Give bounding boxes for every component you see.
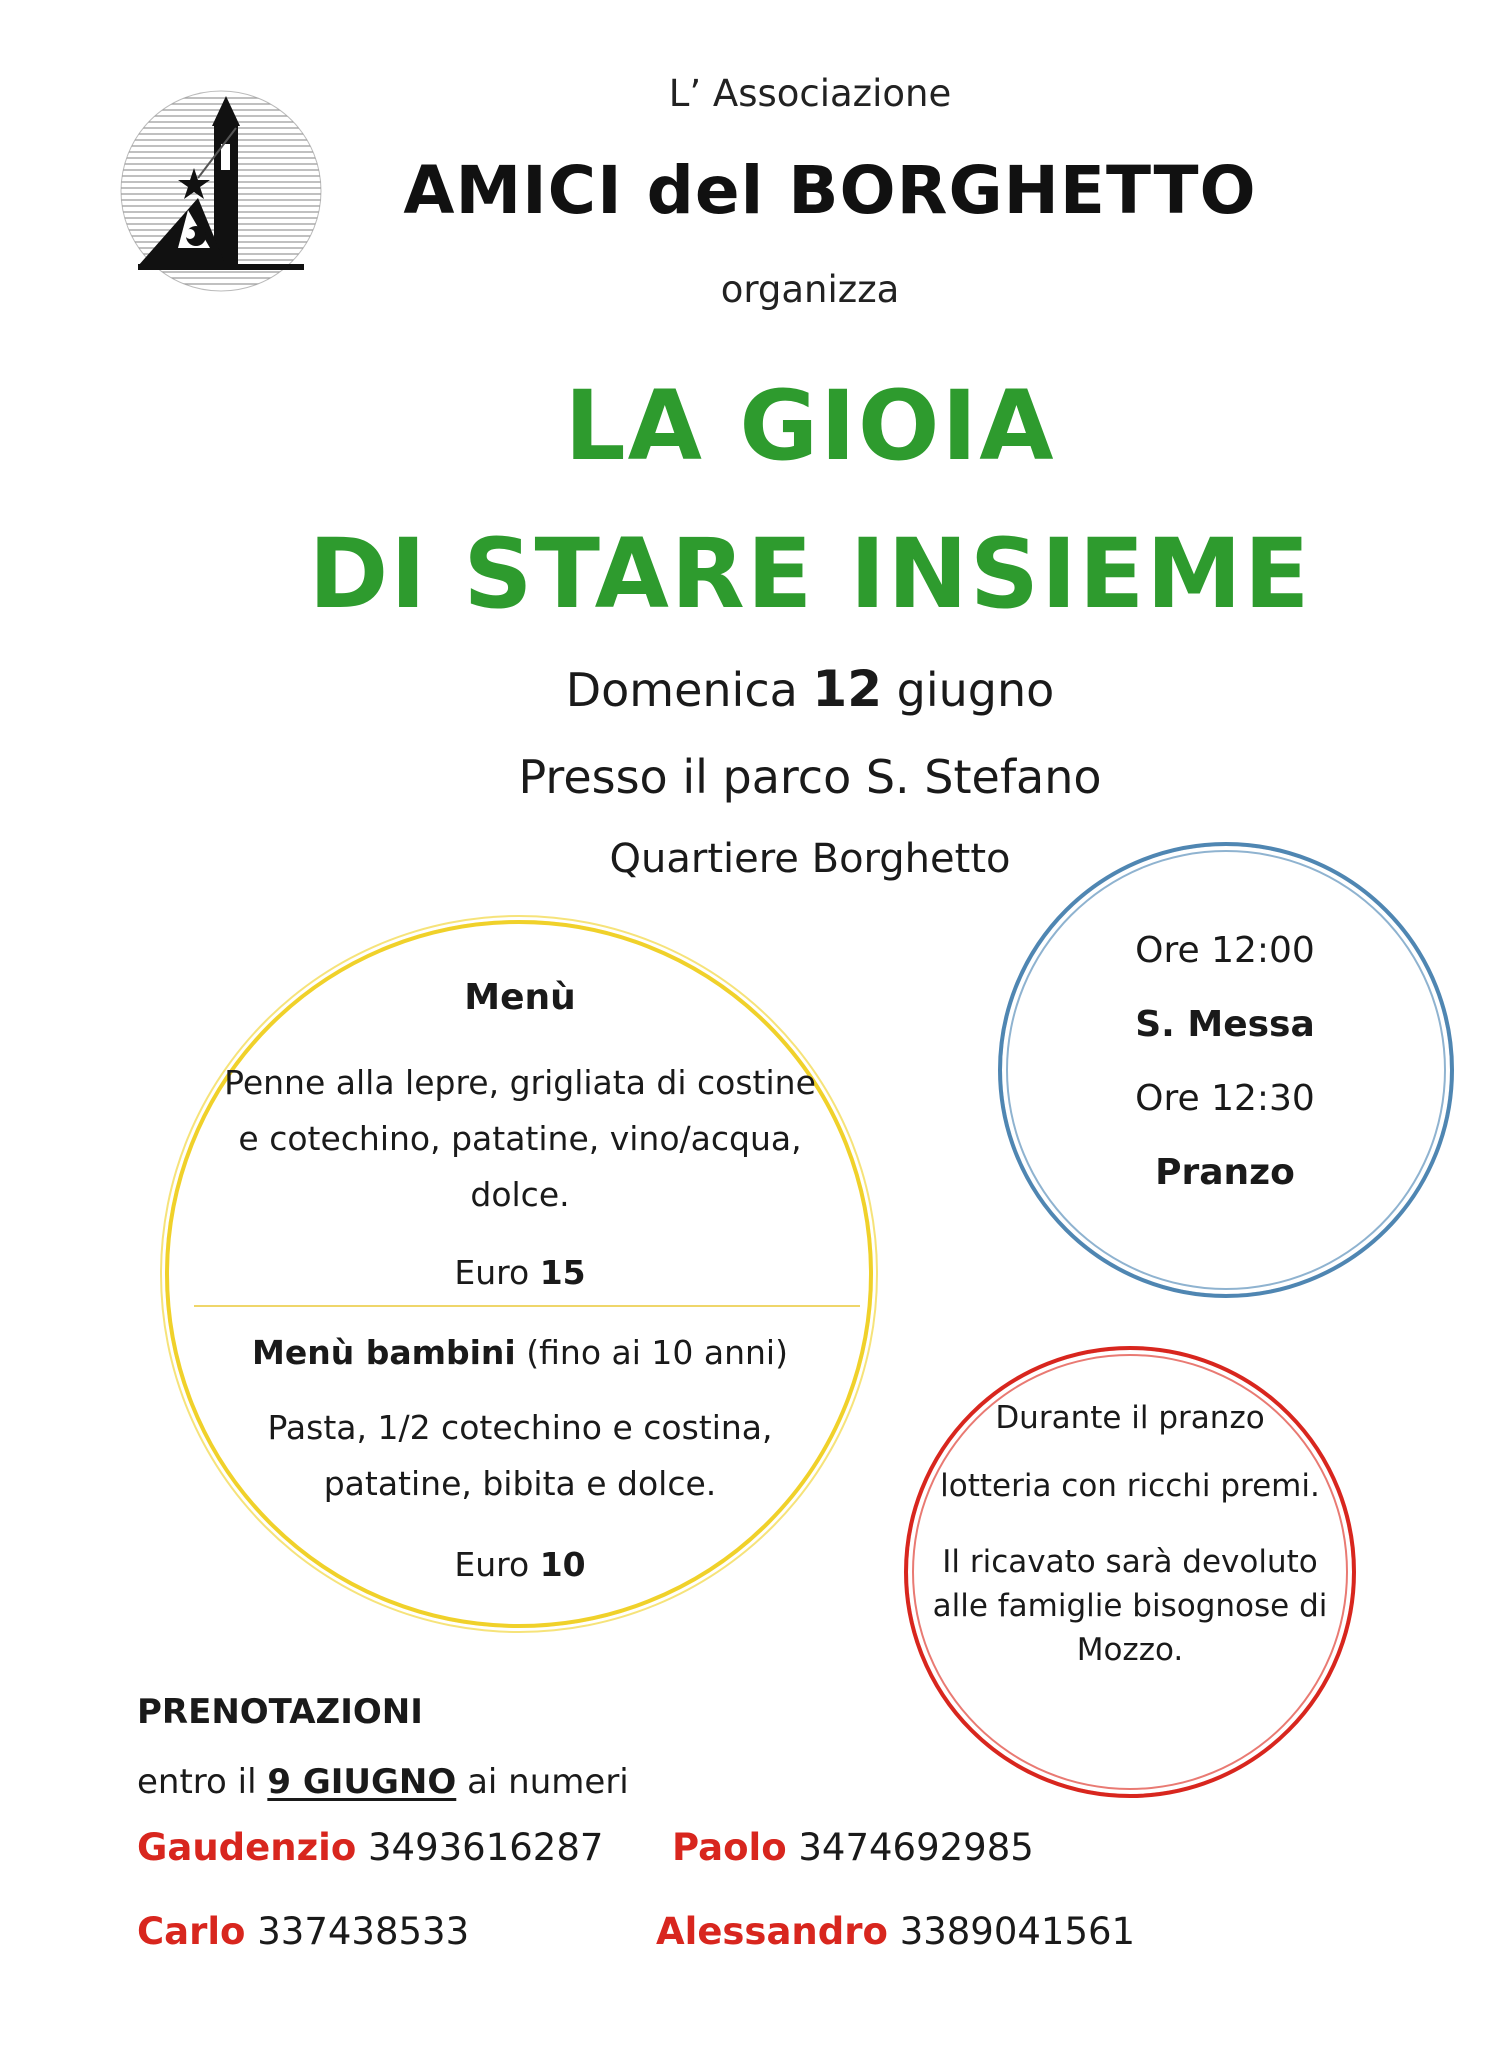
association-logo	[118, 88, 324, 294]
lottery-line3: Il ricavato sarà devoluto alle famiglie bisognose di Mozzo.	[932, 1544, 1328, 1668]
menu-price	[320, 1245, 720, 1301]
contact-gaudenzio	[137, 1826, 603, 1869]
reservations-deadline	[137, 1762, 629, 1802]
event-place: Presso il parco S. Stefano	[518, 750, 1102, 804]
lottery-line2: lotteria con ricchi premi.	[940, 1468, 1320, 1504]
kids-menu-description: Pasta, 1/2 cotechino e costina, patatine, bibita e dolce.	[267, 1408, 773, 1503]
menu-title: Menù	[464, 977, 576, 1018]
contact-paolo	[672, 1826, 1034, 1869]
contact-carlo	[137, 1910, 469, 1953]
mass-label: S. Messa	[1135, 1004, 1315, 1045]
contact-phone: 3493616287	[368, 1826, 604, 1869]
contact-phone: 3474692985	[798, 1826, 1034, 1869]
organizes-text: organizza	[720, 268, 900, 311]
kids-menu-title	[200, 1325, 840, 1381]
contact-name: Gaudenzio	[137, 1826, 357, 1869]
lottery-line1: Durante il pranzo	[995, 1400, 1265, 1436]
event-district: Quartiere Borghetto	[609, 836, 1011, 882]
deadline-prefix: entro il	[137, 1762, 257, 1802]
kids-menu-price	[320, 1537, 720, 1593]
contact-name: Carlo	[137, 1910, 246, 1953]
date-day: 12	[812, 660, 883, 718]
association-name: AMICI del BORGHETTO	[403, 152, 1257, 229]
lunch-label: Pranzo	[1155, 1152, 1295, 1193]
contact-name: Alessandro	[656, 1910, 888, 1953]
contact-phone: 337438533	[257, 1910, 470, 1953]
deadline-date: 9 GIUGNO	[267, 1762, 457, 1802]
lunch-time: Ore 12:30	[1135, 1078, 1315, 1119]
menu-price-label: Euro	[454, 1253, 530, 1292]
kids-price-label: Euro	[454, 1545, 530, 1584]
deadline-suffix: ai numeri	[467, 1762, 629, 1802]
event-title-line1: LA GIOIA	[564, 370, 1056, 482]
kids-menu-label: Menù bambini	[252, 1333, 516, 1372]
association-intro: L’ Associazione	[668, 72, 952, 115]
event-date	[410, 660, 1210, 718]
reservations-title: PRENOTAZIONI	[137, 1692, 423, 1732]
event-title-line2: DI STARE INSIEME	[308, 518, 1312, 630]
mass-time: Ore 12:00	[1135, 930, 1315, 971]
menu-divider	[194, 1305, 860, 1307]
schedule-circle	[998, 842, 1454, 1298]
contact-name: Paolo	[672, 1826, 787, 1869]
menu-description: Penne alla lepre, grigliata di costine e cotechino, patatine, vino/acqua, dolce.	[224, 1063, 816, 1214]
kids-price-value: 10	[539, 1545, 586, 1584]
date-prefix: Domenica	[565, 663, 798, 717]
contact-phone: 3389041561	[899, 1910, 1136, 1953]
menu-price-value: 15	[539, 1253, 586, 1292]
date-suffix: giugno	[896, 663, 1055, 717]
kids-menu-note: (fino ai 10 anni)	[526, 1333, 788, 1372]
contact-alessandro	[656, 1910, 1135, 1953]
